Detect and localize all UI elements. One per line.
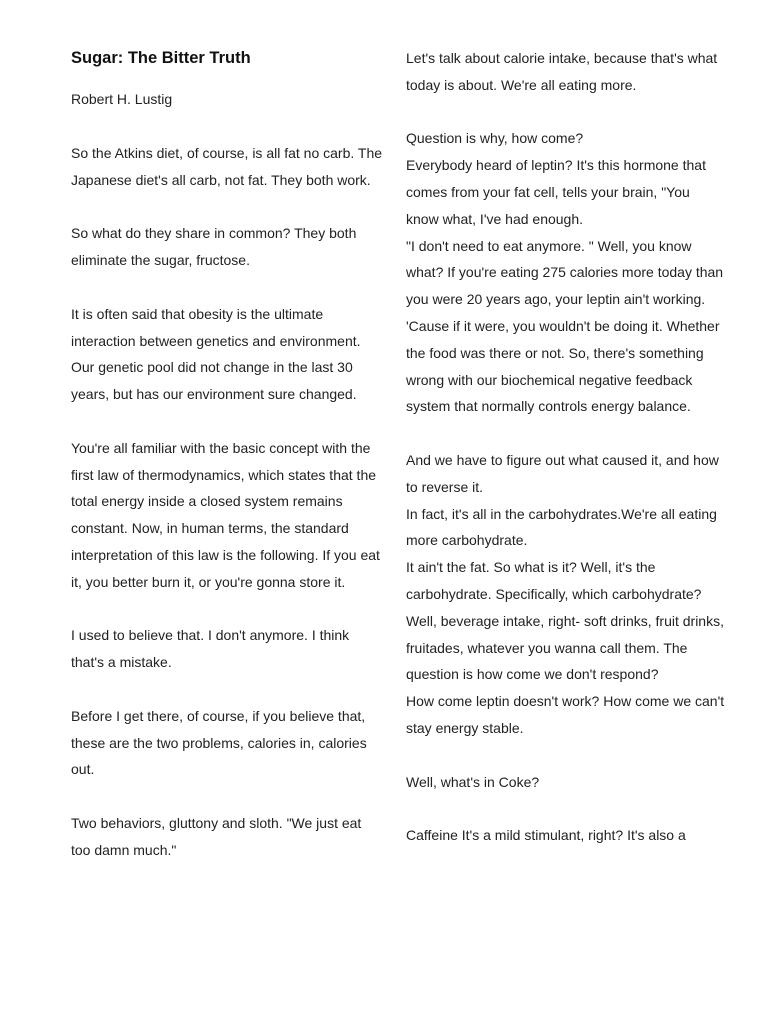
left-paragraph-3: It is often said that obesity is the ultimate interaction between genetics and environment. Our genetic pool did not change in the last 30 years, but has our environment sure changed. (71, 305, 361, 403)
left-paragraph-2: So what do they share in common? They both eliminate the sugar, fructose. (71, 225, 357, 269)
left-paragraph-1: So the Atkins diet, of course, is all fat no carb. The Japanese diet's all carb, not fat. They both work. (71, 145, 383, 188)
right-line: It ain't the fat. So what is it? Well, it's the carbohydrate. Specifically, which carbohydrate? (406, 559, 702, 602)
right-line: Question is why, how come? (406, 130, 584, 147)
right-line: How come leptin doesn't work? How come we can't stay energy stable. (406, 693, 725, 736)
right-block-2 (406, 125, 726, 420)
right-line: 'Cause if it were, you wouldn't be doing it. Whether the food was there or not. So, there's something wrong with our biochemical negative feedback system that normally controls energy balance. (406, 317, 720, 415)
right-block-1 (406, 45, 726, 99)
right-block-3 (406, 447, 726, 742)
right-block-5 (406, 822, 726, 849)
right-line: Caffeine It's a mild stimulant, right? It's also a (406, 827, 686, 844)
document-author: Robert H. Lustig (71, 91, 173, 107)
paragraph-gap (406, 795, 726, 822)
right-line: Everybody heard of leptin? It's this hormone that comes from your fat cell, tells your brain, "You know what, I've had enough. (406, 157, 706, 227)
right-line: Well, beverage intake, right- soft drinks, fruit drinks, fruitades, whatever you wanna call them. The question is how come we don't respond? (406, 612, 724, 683)
right-line: In fact, it's all in the carbohydrates.We're all eating more carbohydrate. (406, 505, 717, 549)
document-title: Sugar: The Bitter Truth (71, 49, 251, 67)
right-column (406, 45, 726, 849)
left-paragraph-5: I used to believe that. I don't anymore. I think that's a mistake. (71, 627, 350, 671)
left-paragraph-7: Two behaviors, gluttony and sloth. "We just eat too damn much." (71, 814, 362, 858)
right-block-4 (406, 769, 726, 796)
right-line: And we have to figure out what caused it, and how to reverse it. (406, 451, 719, 495)
right-line: "I don't need to eat anymore. " Well, you know what? If you're eating 275 calories more today than you were 20 years ago, your leptin ain't working. (406, 237, 724, 308)
left-paragraph-6: Before I get there, of course, if you believe that, these are the two problems, calories in, calories out. (71, 707, 367, 778)
left-paragraph-4: You're all familiar with the basic concept with the first law of thermodynamics, which states that the total energy inside a closed system remains constant. Now, in human terms, the standard interpretation of this law is the following. If you eat it, you better burn it, or you're gonna store it. (71, 439, 380, 590)
right-line: Well, what's in Coke? (406, 773, 540, 790)
paragraph-gap (406, 99, 726, 126)
left-column (71, 46, 383, 890)
paragraph-gap (406, 420, 726, 447)
right-line: Let's talk about calorie intake, because that's what today is about. We're all eating more. (406, 50, 718, 93)
paragraph-gap (406, 742, 726, 769)
